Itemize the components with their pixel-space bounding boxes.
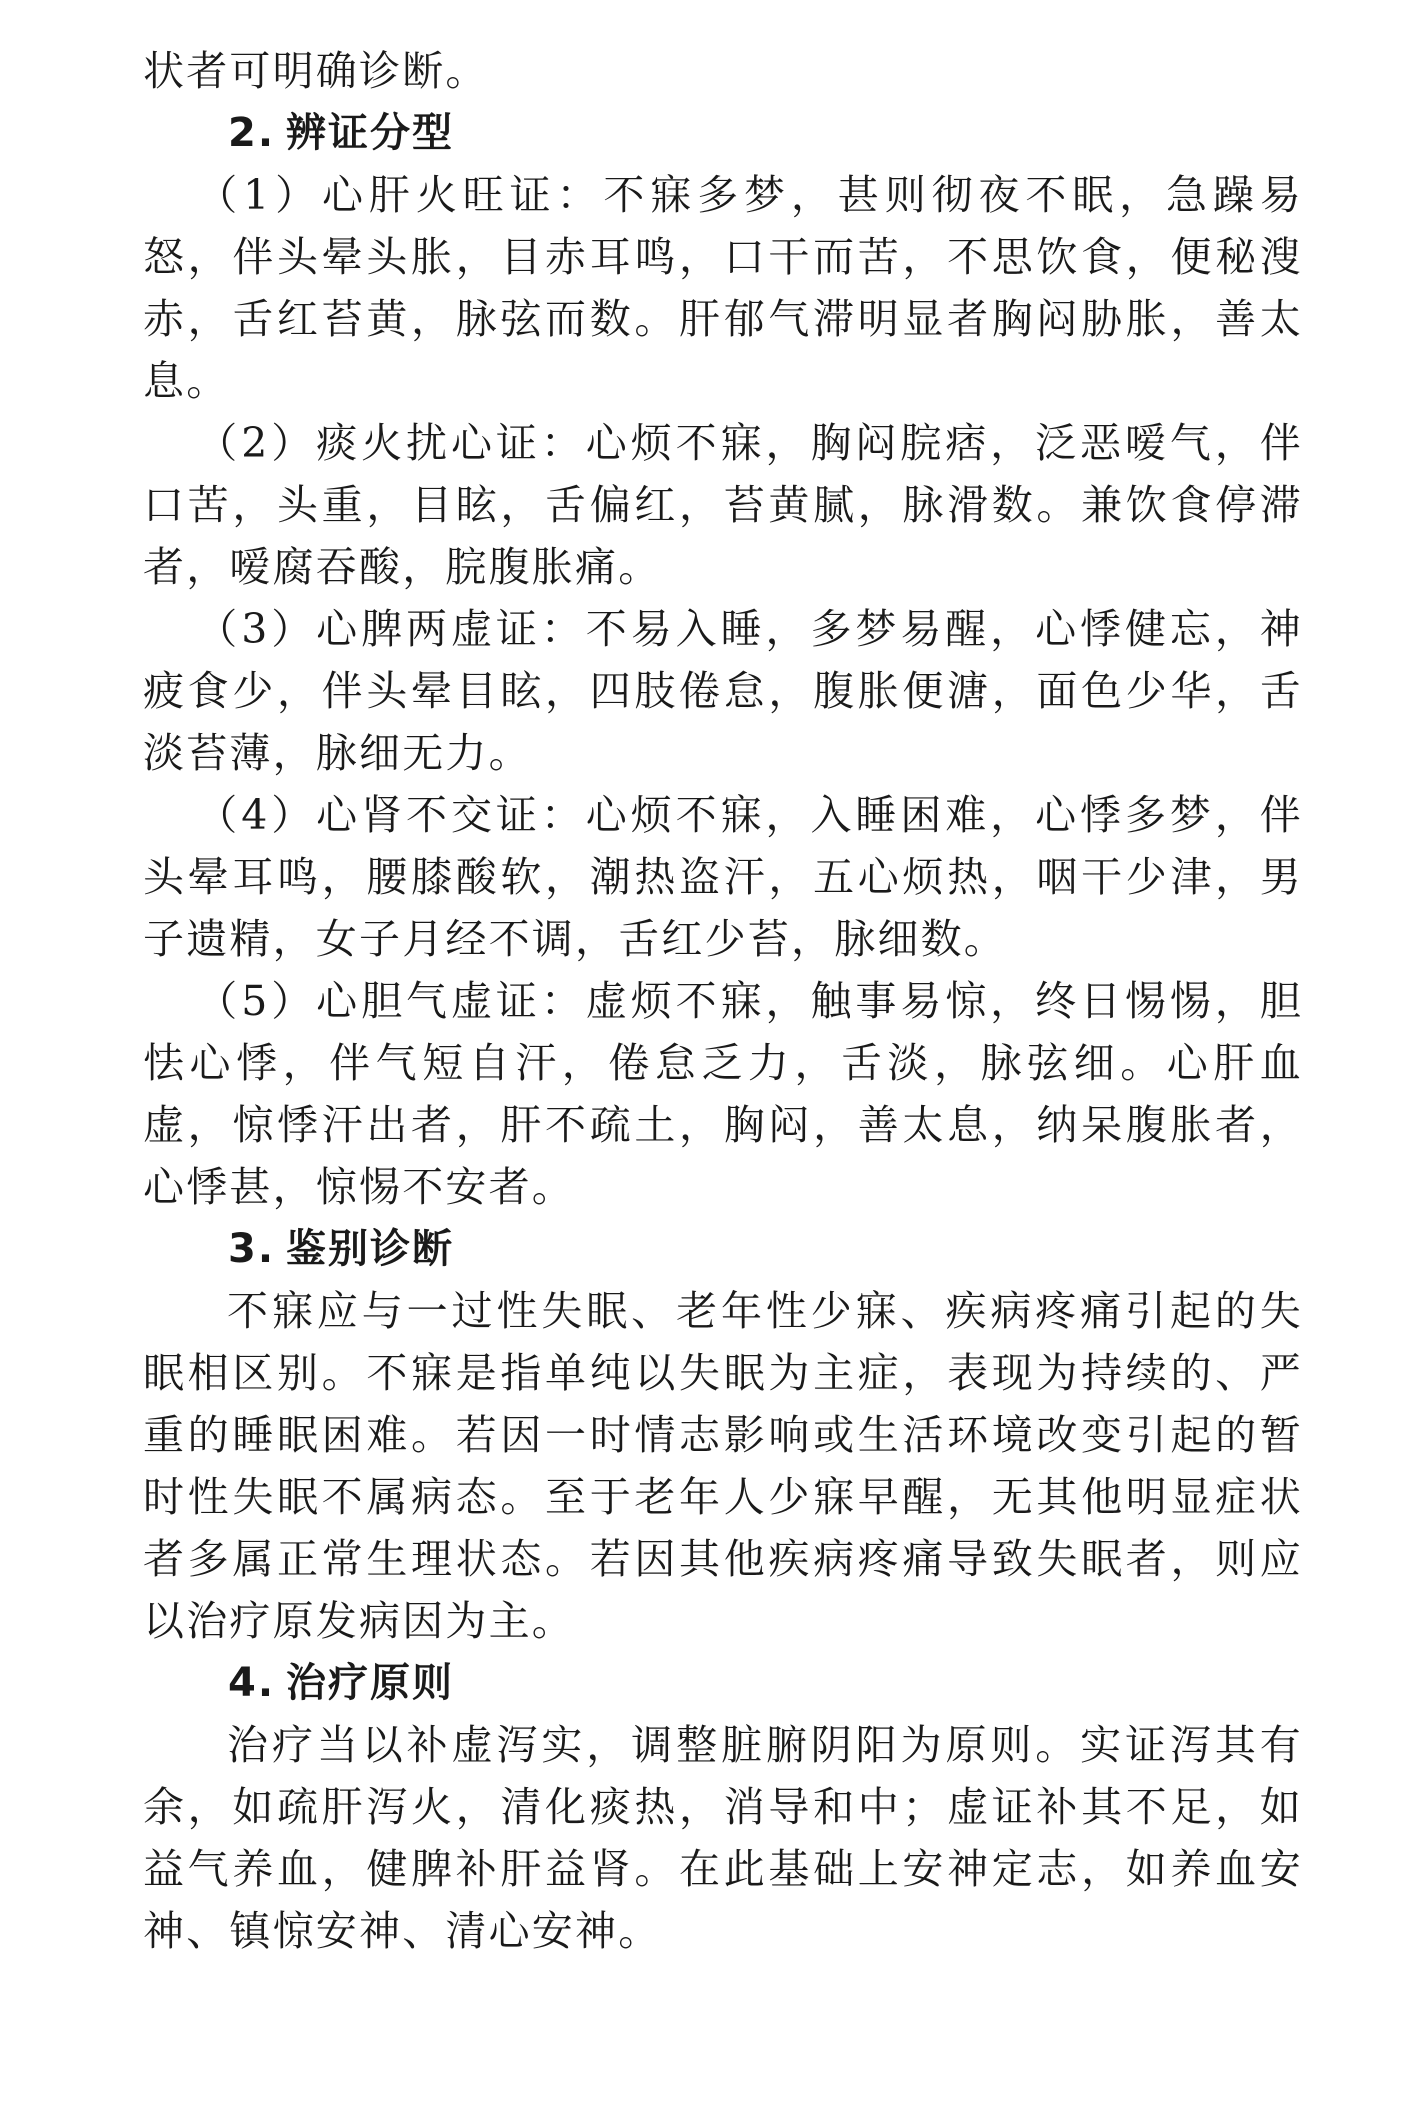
section-title: 治疗原则 bbox=[286, 1660, 454, 1706]
section-number: 3. bbox=[228, 1226, 276, 1272]
section-title: 鉴别诊断 bbox=[286, 1226, 454, 1272]
section-heading-2 bbox=[143, 102, 1303, 164]
syndrome-paragraph-1: （1）心肝火旺证：不寐多梦，甚则彻夜不眠，急躁易怒，伴头晕头胀，目赤耳鸣，口干而苦，不思饮食，便秘溲赤，舌红苔黄，脉弦而数。肝郁气滞明显者胸闷胁胀，善太息。 bbox=[143, 171, 1303, 405]
syndrome-paragraph-2: （2）痰火扰心证：心烦不寐，胸闷脘痞，泛恶嗳气，伴口苦，头重，目眩，舌偏红，苔黄腻，脉滑数。兼饮食停滞者，嗳腐吞酸，脘腹胀痛。 bbox=[143, 419, 1303, 591]
differential-diagnosis-paragraph: 不寐应与一过性失眠、老年性少寐、疾病疼痛引起的失眠相区别。不寐是指单纯以失眠为主症，表现为持续的、严重的睡眠困难。若因一时情志影响或生活环境改变引起的暂时性失眠不属病态。至于老年人少寐早醒，无其他明显症状者多属正常生理状态。若因其他疾病疼痛导致失眠者，则应以治疗原发病因为主。 bbox=[143, 1287, 1303, 1645]
section-heading-3 bbox=[143, 1218, 1303, 1280]
page-body bbox=[143, 40, 1303, 1962]
section-title: 辨证分型 bbox=[286, 110, 454, 156]
continuation-paragraph: 状者可明确诊断。 bbox=[143, 47, 489, 95]
treatment-principle-paragraph: 治疗当以补虚泻实，调整脏腑阴阳为原则。实证泻其有余，如疏肝泻火，清化痰热，消导和中；虚证补其不足，如益气养血，健脾补肝益肾。在此基础上安神定志，如养血安神、镇惊安神、清心安神。 bbox=[143, 1721, 1303, 1955]
syndrome-paragraph-5: （5）心胆气虚证：虚烦不寐，触事易惊，终日惕惕，胆怯心悸，伴气短自汗，倦怠乏力，舌淡，脉弦细。心肝血虚，惊悸汗出者，肝不疏土，胸闷，善太息，纳呆腹胀者，心悸甚，惊惕不安者。 bbox=[143, 977, 1303, 1211]
syndrome-paragraph-4: （4）心肾不交证：心烦不寐，入睡困难，心悸多梦，伴头晕耳鸣，腰膝酸软，潮热盗汗，五心烦热，咽干少津，男子遗精，女子月经不调，舌红少苔，脉细数。 bbox=[143, 791, 1303, 963]
section-number: 2. bbox=[228, 110, 276, 156]
section-heading-4 bbox=[143, 1652, 1303, 1714]
syndrome-paragraph-3: （3）心脾两虚证：不易入睡，多梦易醒，心悸健忘，神疲食少，伴头晕目眩，四肢倦怠，腹胀便溏，面色少华，舌淡苔薄，脉细无力。 bbox=[143, 605, 1303, 777]
section-number: 4. bbox=[228, 1660, 276, 1706]
